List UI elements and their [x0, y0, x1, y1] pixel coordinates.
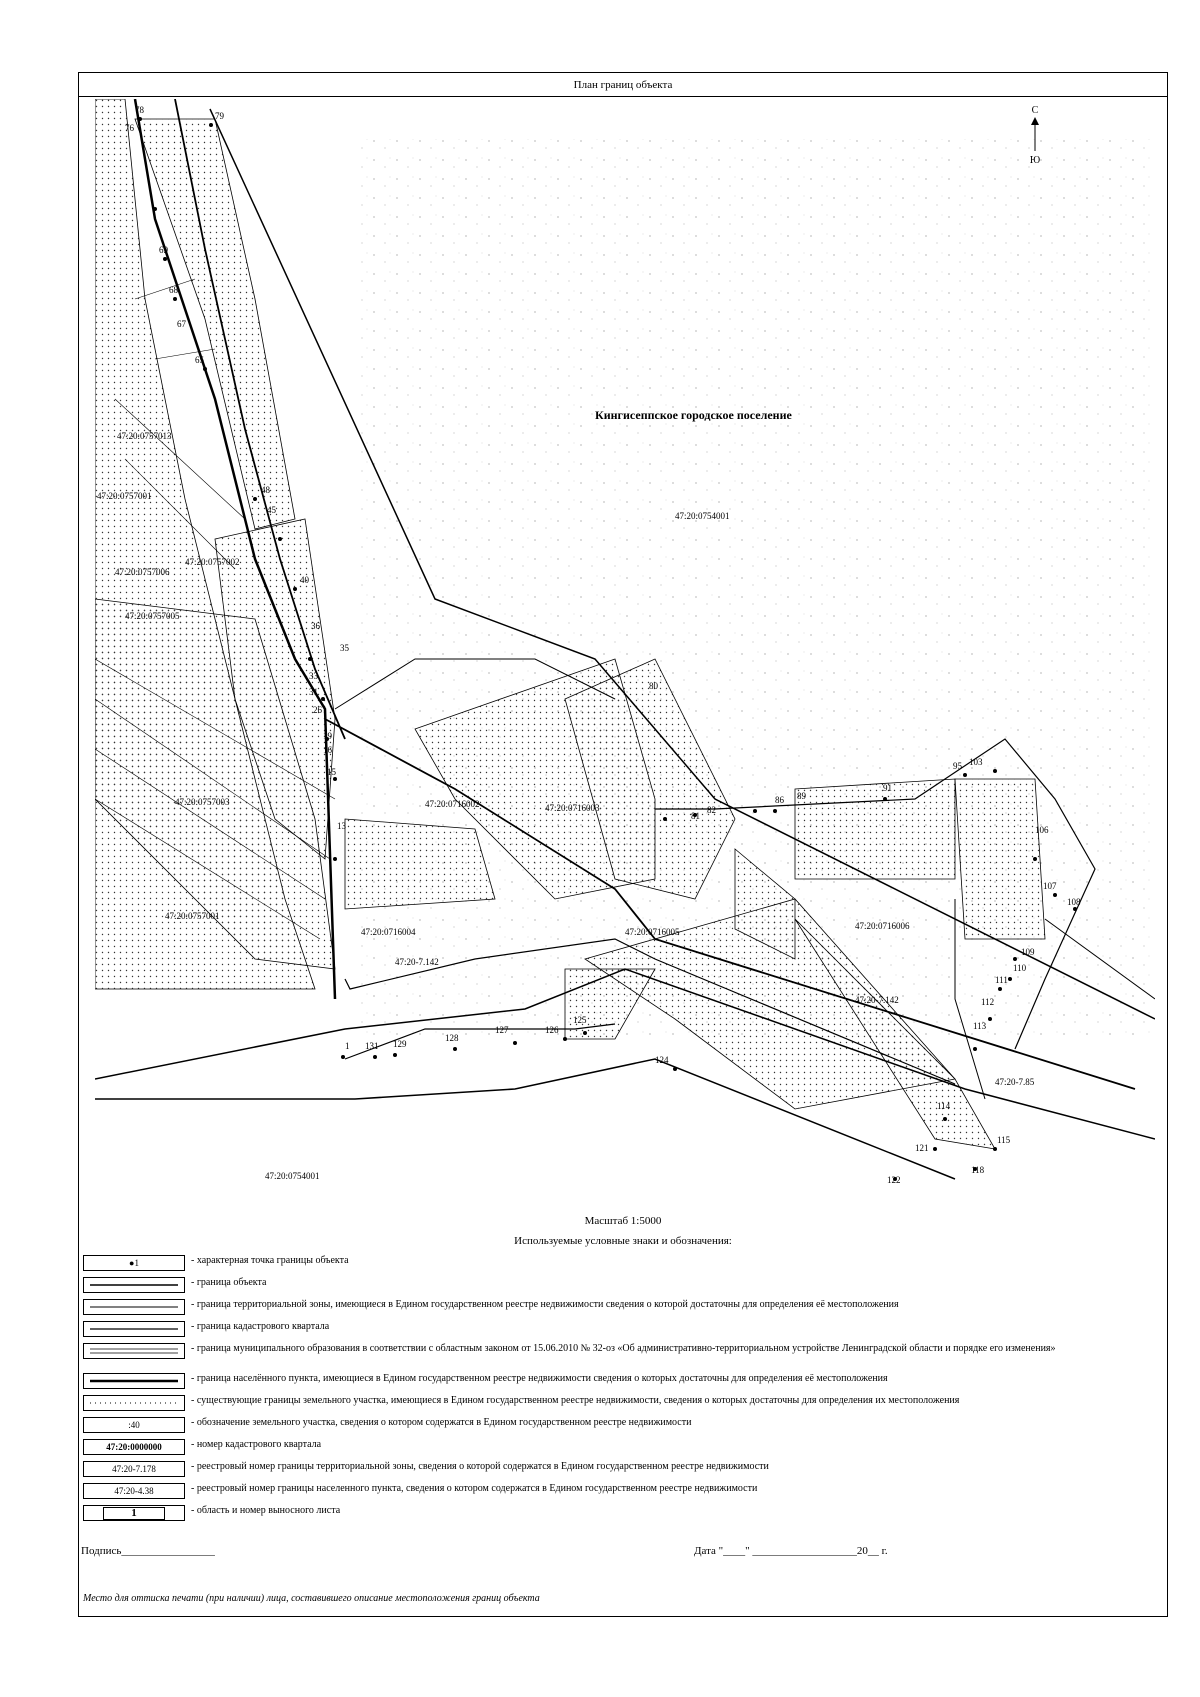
point-label: 129: [393, 1039, 407, 1049]
compass-north: С: [1031, 105, 1039, 116]
legend-text: - граница населённого пункта, имеющиеся в Едином государственном реестре недвижимости сведения о которых достаточны для определения её местоположения: [191, 1373, 888, 1384]
legend-text: - реестровый номер границы территориальной зоны, сведения о которой содержатся в Едином государственном реестре недвижимости: [191, 1461, 769, 1472]
legend-symbol-zone-number: 47:20-7.178: [83, 1461, 185, 1477]
signature-line: Подпись_________________: [81, 1545, 215, 1557]
quarter-label: 47:20:0757013: [117, 431, 172, 441]
point-label: 36: [311, 621, 320, 631]
zone-label: 47:20-7.85: [995, 1077, 1035, 1087]
legend-item: [83, 1415, 1163, 1437]
point-label: 26: [313, 705, 322, 715]
legend-text: - обозначение земельного участка, сведения о котором содержатся в Едином государственном реестре недвижимости: [191, 1417, 692, 1428]
point-label: 13: [337, 821, 346, 831]
point-label: 15: [327, 767, 336, 777]
point-label: 109: [1021, 947, 1035, 957]
legend-symbol-parcel-boundary: [83, 1395, 185, 1411]
legend-symbol-sheet-area: [83, 1505, 185, 1521]
point-label: 106: [1035, 825, 1049, 835]
point-label: 114: [937, 1101, 951, 1111]
quarter-label: 47:20:0716002: [425, 799, 480, 809]
quarter-label: 47:20:0757001: [165, 911, 220, 921]
legend-item: [83, 1297, 1163, 1319]
quarter-label: 47:20:0754001: [675, 511, 730, 521]
sheet-title: План границ объекта: [79, 73, 1167, 97]
point-label: 128: [445, 1033, 459, 1043]
legend-symbol-settlement-boundary: [83, 1373, 185, 1389]
legend-item: [83, 1481, 1163, 1503]
point-label: 19: [323, 731, 332, 741]
point-label: 78: [135, 105, 144, 115]
legend-text: - область и номер выносного листа: [191, 1505, 341, 1516]
sheet-number-box: 1: [103, 1507, 165, 1520]
point-label: 67: [177, 319, 186, 329]
north-arrow-icon: [1031, 117, 1039, 125]
point-label: 80: [649, 681, 658, 691]
point-label: 16: [323, 745, 332, 755]
date-line: Дата "____" ___________________20__ г.: [694, 1545, 888, 1557]
legend-item: [83, 1437, 1163, 1459]
point-label: 79: [215, 111, 224, 121]
point-label: 40: [300, 575, 309, 585]
point-label: 65: [195, 355, 204, 365]
point-label: 108: [1067, 897, 1081, 907]
legend-title: Используемые условные знаки и обозначения:: [514, 1235, 732, 1247]
legend-item: [83, 1393, 1163, 1415]
compass-south: Ю: [1029, 155, 1041, 166]
point-label: 115: [997, 1135, 1011, 1145]
legend-item: [83, 1459, 1163, 1481]
point-label: 126: [545, 1025, 559, 1035]
legend-item: [83, 1275, 1163, 1297]
point-label: 111: [995, 975, 1008, 985]
quarter-label: 47:20:0757002: [185, 557, 240, 567]
legend-symbol-zone-boundary: [83, 1299, 185, 1315]
legend-text: - граница муниципального образования в соответствии с областным законом от 15.06.2010 № 32-оз «Об административно-территориальном устройстве Ленинградской области и порядке его изменения»: [191, 1343, 1056, 1354]
point-label: 103: [969, 757, 983, 767]
point-label: 124: [655, 1055, 669, 1065]
legend-symbol-point: ●1: [83, 1255, 185, 1271]
point-label: 127: [495, 1025, 509, 1035]
point-label: 91: [883, 783, 892, 793]
legend-item: [83, 1371, 1163, 1393]
legend-text: - граница территориальной зоны, имеющиеся в Едином государственном реестре недвижимости сведения о которой достаточны для определения её местоположения: [191, 1299, 899, 1310]
point-label: 112: [981, 997, 995, 1007]
legend-text: - номер кадастрового квартала: [191, 1439, 322, 1450]
quarter-label: 47:20:0716003: [545, 803, 600, 813]
point-label: 35: [340, 643, 349, 653]
point-label: 125: [573, 1015, 587, 1025]
point-label: 118: [971, 1165, 985, 1175]
legend-item: [83, 1503, 1163, 1525]
legend-symbol-municipal-boundary: [83, 1343, 185, 1359]
point-label: 131: [365, 1041, 379, 1051]
zone-label: 47:20-7.142: [855, 995, 899, 1005]
point-label: 31: [309, 687, 318, 697]
point-label: 110: [1013, 963, 1027, 973]
point-label: 122: [887, 1175, 901, 1185]
compass: [1030, 105, 1040, 166]
quarter-label: 47:20:0716004: [361, 927, 416, 937]
boundary-map: [95, 99, 1155, 1211]
map-scale: Масштаб 1:5000: [584, 1215, 662, 1227]
legend-item: [83, 1319, 1163, 1341]
quarter-label: 47:20:0716005: [625, 927, 680, 937]
stamp-note: Место для оттиска печати (при наличии) лица, составившего описание местоположения границ объекта: [83, 1593, 540, 1604]
settlement-label: Кингисеппское городское поселение: [595, 408, 792, 422]
left-parcels: [95, 99, 335, 989]
legend-text: - реестровый номер границы населенного пункта, сведения о котором содержатся в Едином государственном реестре недвижимости: [191, 1483, 758, 1494]
point-label: 95: [953, 761, 962, 771]
point-label: 107: [1043, 881, 1057, 891]
point-label: 45: [267, 505, 276, 515]
point-label: 121: [915, 1143, 929, 1153]
legend-symbol-settlement-number: 47:20-4.38: [83, 1483, 185, 1499]
legend-item: [83, 1341, 1163, 1371]
legend-text: - граница объекта: [191, 1277, 267, 1288]
point-label: 81: [691, 811, 700, 821]
quarter-label: 47:20:0757003: [175, 797, 230, 807]
quarter-label: 47:20:0757006: [115, 567, 170, 577]
quarter-label: 47:20:0757005: [125, 611, 180, 621]
point-label: 82: [707, 805, 716, 815]
legend-text: - характерная точка границы объекта: [191, 1255, 349, 1266]
legend-symbol-parcel-label: :40: [83, 1417, 185, 1433]
point-label: 48: [261, 485, 270, 495]
point-label: 33: [309, 671, 318, 681]
zone-label: 47:20-7.142: [395, 957, 439, 967]
legend-item: [83, 1253, 1163, 1275]
legend-text: - существующие границы земельного участка, имеющиеся в Едином государственном реестре недвижимости, сведения о которых достаточны для определения их местоположения: [191, 1395, 960, 1406]
legend-symbol-quarter-number: 47:20:0000000: [83, 1439, 185, 1455]
point-label: 86: [775, 795, 784, 805]
legend-text: - граница кадастрового квартала: [191, 1321, 330, 1332]
point-label: 68: [169, 285, 178, 295]
quarter-label: 47:20:0716006: [855, 921, 910, 931]
quarter-label: 47:20:0757001: [97, 491, 152, 501]
sheet-frame: [78, 72, 1168, 1617]
point-label: 69: [159, 245, 168, 255]
legend-symbol-object-boundary: [83, 1277, 185, 1293]
point-label: 76: [125, 123, 134, 133]
legend: [83, 1253, 1163, 1525]
point-label: 113: [973, 1021, 987, 1031]
quarter-label: 47:20:0754001: [265, 1171, 320, 1181]
legend-symbol-quarter-boundary: [83, 1321, 185, 1337]
point-label: 1: [345, 1041, 350, 1051]
point-label: 89: [797, 791, 806, 801]
